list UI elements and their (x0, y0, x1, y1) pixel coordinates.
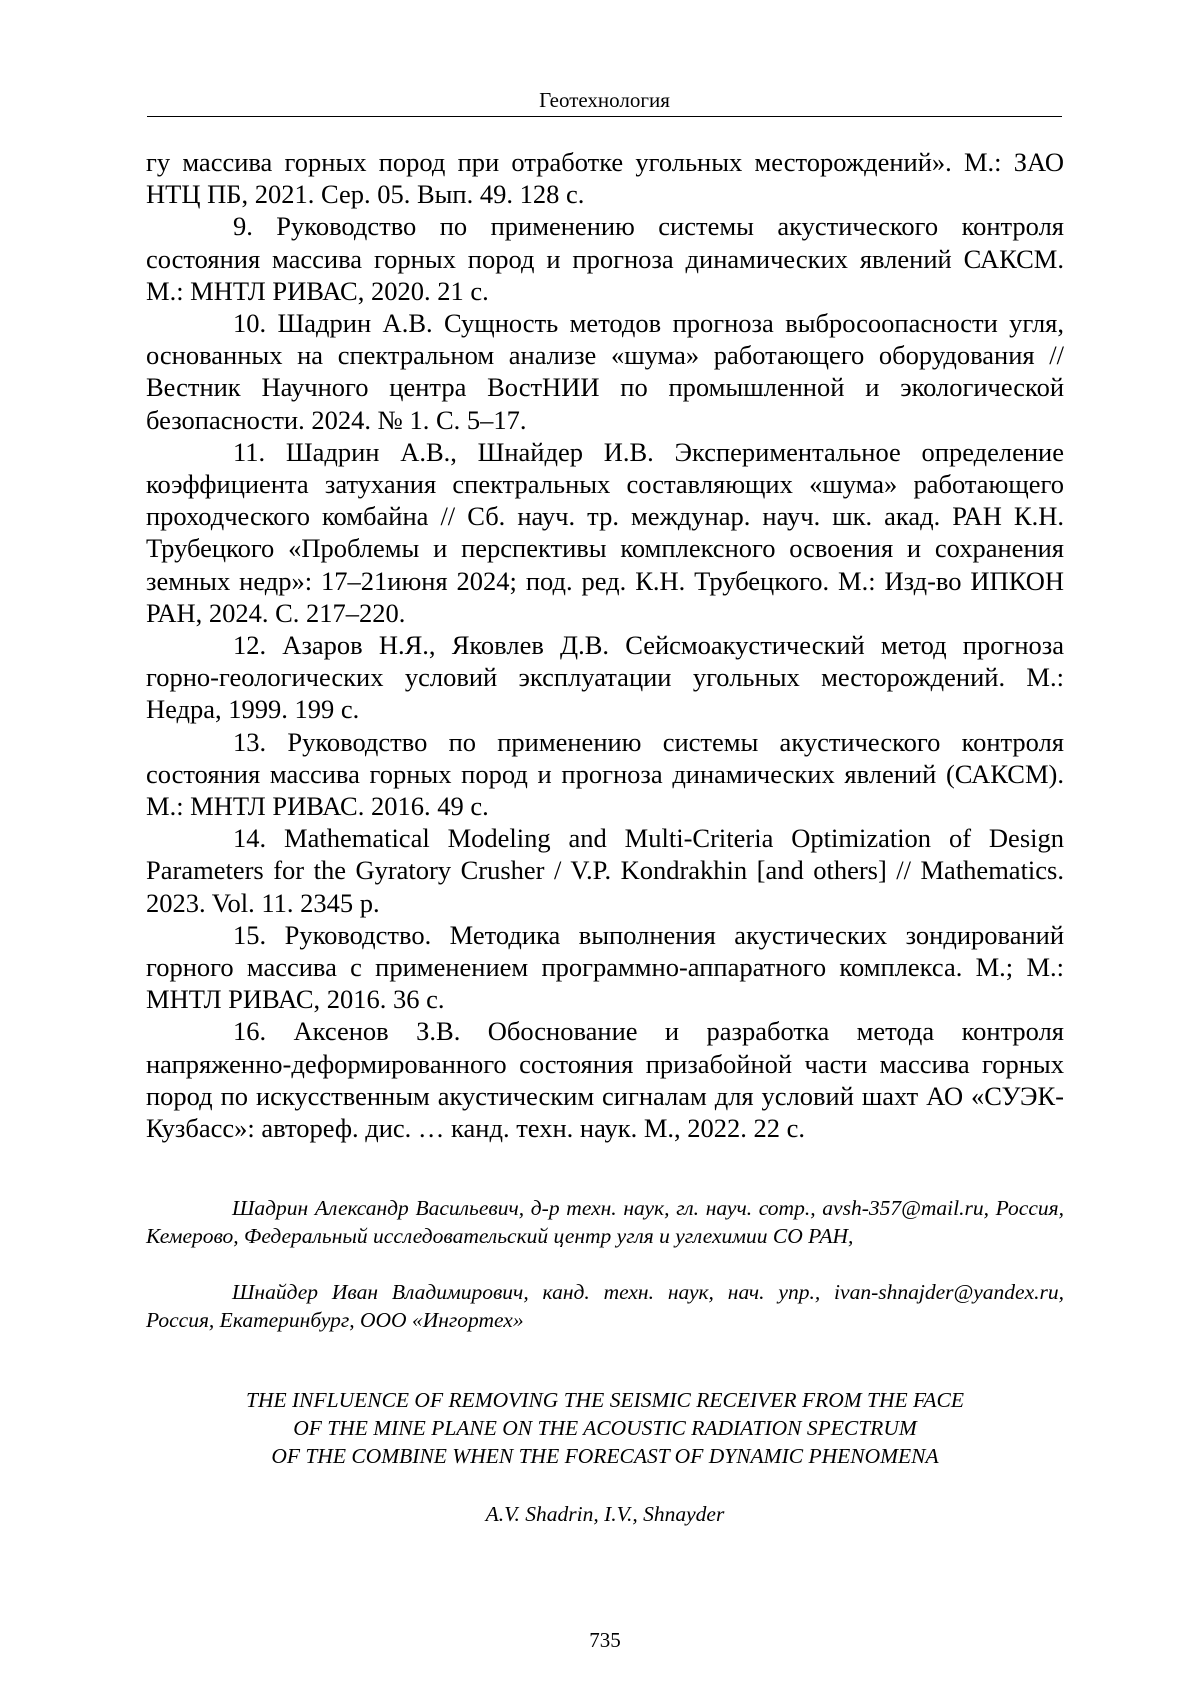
english-title-line: OF THE MINE PLANE ON THE ACOUSTIC RADIATION SPECTRUM (293, 1416, 917, 1440)
english-title-line: OF THE COMBINE WHEN THE FORECAST OF DYNAMIC PHENOMENA (271, 1444, 939, 1468)
reference-item: 13. Руководство по применению системы акустического контроля состояния массива горных пород и прогноза динамических явлений (САКСМ). М.: МНТЛ РИВАС. 2016. 49 с. (146, 726, 1064, 822)
reference-item: 11. Шадрин А.В., Шнайдер И.В. Экспериментальное определение коэффициента затухания спектральных составляющих «шума» работающего проходческого комбайна // Сб. науч. тр. междунар. науч. шк. акад. РАН К.Н. Трубецкого «Проблемы и перспективы комплексного освоения и сохранения земных недр»: 17–21июня 2024; под. ред. К.Н. Трубецкого. М.: Изд-во ИПКОН РАН, 2024. С. 217–220. (146, 436, 1064, 628)
reference-item: 14. Mathematical Modeling and Multi-Criteria Optimization of Design Parameters for the Gyratory Crusher / V.P. Kondrakhin [and others] // Mathematics. 2023. Vol. 11. 2345 p. (146, 823, 1064, 918)
page-number: 735 (589, 1628, 621, 1652)
author-entry: Шнайдер Иван Владимирович, канд. техн. наук, нач. упр., ivan-shnajder@yandex.ru, Россия, Екатеринбург, ООО «Ингортех» (146, 1280, 1064, 1332)
reference-item: 15. Руководство. Методика выполнения акустических зондирований горного массива с применением программно-аппаратного комплекса. М.; М.: МНТЛ РИВАС, 2016. 36 с. (146, 919, 1064, 1015)
reference-continuation: гу массива горных пород при отработке угольных месторождений». М.: ЗАО НТЦ ПБ, 2021. Сер. 05. Вып. 49. 128 с. (146, 147, 1064, 210)
running-header: Геотехнология (539, 88, 670, 112)
reference-item: 16. Аксенов З.В. Обоснование и разработка метода контроля напряженно-деформированного состояния призабойной части массива горных пород по искусственным акустическим сигналам для условий шахт АО «СУЭК-Кузбасс»: автореф. дис. … канд. техн. наук. М., 2022. 22 с. (146, 1016, 1064, 1144)
reference-list (146, 146, 1064, 1144)
english-title (146, 1386, 1064, 1470)
header-divider (147, 116, 1062, 117)
reference-item: 12. Азаров Н.Я., Яковлев Д.В. Сейсмоакустический метод прогноза горно-геологических условий эксплуатации угольных месторождений. М.: Недра, 1999. 199 с. (146, 630, 1064, 725)
english-title-line: THE INFLUENCE OF REMOVING THE SEISMIC RECEIVER FROM THE FACE (246, 1388, 964, 1412)
english-authors: A.V. Shadrin, I.V., Shnayder (485, 1502, 725, 1526)
reference-item: 9. Руководство по применению системы акустического контроля состояния массива горных пород и прогноза динамических явлений САКСМ. М.: МНТЛ РИВАС, 2020. 21 с. (146, 211, 1064, 306)
author-entry: Шадрин Александр Васильевич, д-р техн. наук, гл. науч. сотр., avsh-357@mail.ru, Россия, Кемерово, Федеральный исследовательский центр угля и углехимии СО РАН, (146, 1196, 1064, 1248)
reference-item: 10. Шадрин А.В. Сущность методов прогноза выбросоопасности угля, основанных на спектральном анализе «шума» работающего оборудования // Вестник Научного центра ВостНИИ по промышленной и экологической безопасности. 2024. № 1. С. 5–17. (146, 308, 1064, 435)
author-info (146, 1194, 1064, 1362)
